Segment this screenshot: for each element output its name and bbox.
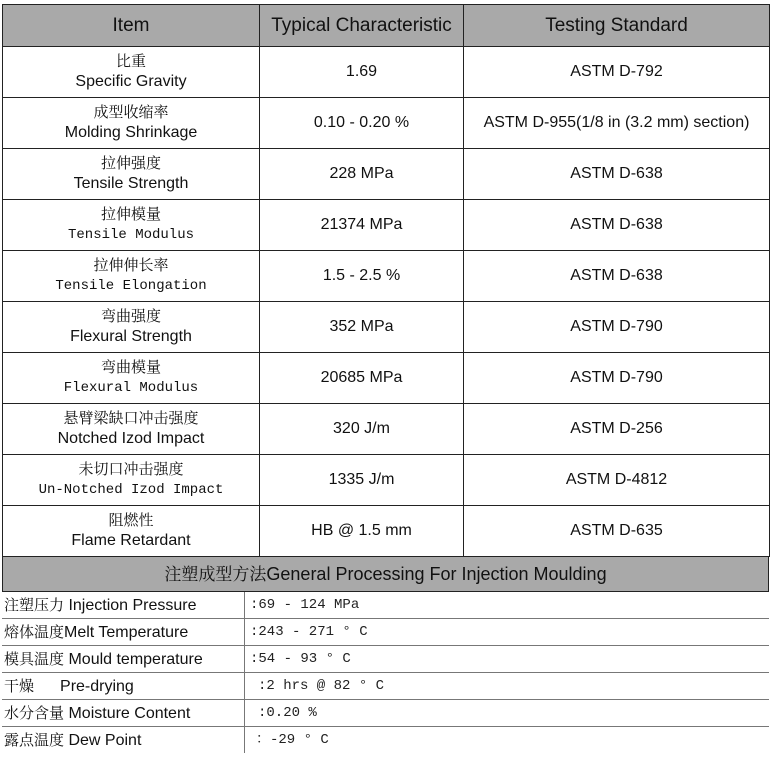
list-item	[2, 673, 769, 700]
typical-value: 352 MPa	[260, 302, 464, 353]
item-name-en: Un-Notched Izod Impact	[38, 482, 224, 498]
processing-label-cn: 露点温度	[4, 731, 65, 749]
typical-value: 20685 MPa	[260, 353, 464, 404]
processing-title-cn: 注塑成型方法	[164, 565, 267, 585]
header-item: Item	[3, 5, 260, 47]
table-row	[3, 251, 770, 302]
header-typical: Typical Characteristic	[260, 5, 464, 47]
processing-value: :69 - 124 MPa	[250, 597, 360, 613]
item-name-cn: 拉伸模量	[100, 205, 161, 223]
item-name-en: Tensile Strength	[73, 175, 189, 192]
typical-value: 21374 MPa	[260, 200, 464, 251]
processing-label-cn: 干燥	[4, 677, 35, 695]
list-item	[2, 592, 769, 619]
item-cell	[3, 353, 260, 404]
processing-label-en: Injection Pressure	[64, 597, 197, 614]
item-name-cn: 拉伸伸长率	[93, 256, 169, 274]
processing-value: ：-29 ° C	[256, 732, 329, 748]
list-item	[2, 646, 769, 673]
testing-standard: ASTM D-792	[464, 47, 770, 98]
divider	[244, 619, 245, 645]
processing-label-en: Mould temperature	[64, 651, 203, 668]
processing-value: :0.20 %	[258, 705, 317, 721]
divider	[244, 592, 245, 618]
table-row	[3, 200, 770, 251]
typical-value: 0.10 - 0.20 %	[260, 98, 464, 149]
item-name-cn: 成型收缩率	[93, 103, 169, 121]
processing-value: :2 hrs @ 82 ° C	[258, 678, 385, 694]
testing-standard: ASTM D-256	[464, 404, 770, 455]
table-row	[3, 149, 770, 200]
processing-label-en: Melt Temperature	[64, 624, 189, 641]
testing-standard: ASTM D-790	[464, 353, 770, 404]
processing-label-en: Moisture Content	[64, 705, 191, 722]
processing-label-cn: 熔体温度	[4, 623, 65, 641]
item-name-cn: 未切口冲击强度	[78, 460, 184, 478]
processing-banner	[2, 557, 769, 592]
processing-title-en: General Processing For Injection Moulding	[266, 564, 607, 584]
item-name-en: Notched Izod Impact	[57, 430, 205, 447]
divider	[244, 700, 245, 726]
typical-value: 1335 J/m	[260, 455, 464, 506]
item-name-cn: 悬臂梁缺口冲击强度	[63, 409, 199, 427]
processing-value: :243 - 271 ° C	[250, 624, 368, 640]
testing-standard: ASTM D-638	[464, 251, 770, 302]
item-cell	[3, 47, 260, 98]
typical-value: 320 J/m	[260, 404, 464, 455]
item-name-en: Flexural Strength	[70, 328, 192, 345]
header-standard: Testing Standard	[464, 5, 770, 47]
processing-label-en: Dew Point	[64, 732, 142, 749]
typical-value: 1.69	[260, 47, 464, 98]
testing-standard: ASTM D-4812	[464, 455, 770, 506]
typical-value: HB @ 1.5 mm	[260, 506, 464, 557]
processing-label	[4, 619, 188, 645]
table-row	[3, 47, 770, 98]
item-name-cn: 弯曲强度	[100, 307, 161, 325]
processing-list	[2, 592, 769, 753]
item-name-en: Specific Gravity	[75, 73, 187, 90]
properties-table	[2, 4, 770, 557]
processing-label-en: Pre-drying	[60, 678, 134, 695]
testing-standard: ASTM D-635	[464, 506, 770, 557]
list-item	[2, 727, 769, 753]
datasheet	[2, 4, 769, 753]
item-cell	[3, 149, 260, 200]
typical-value: 228 MPa	[260, 149, 464, 200]
processing-value: :54 - 93 ° C	[250, 651, 351, 667]
list-item	[2, 700, 769, 727]
processing-label-cn: 模具温度	[4, 650, 65, 668]
processing-label	[4, 592, 197, 618]
processing-label-cn: 水分含量	[4, 704, 65, 722]
table-row	[3, 506, 770, 557]
item-cell	[3, 455, 260, 506]
table-row	[3, 353, 770, 404]
item-name-en: Tensile Elongation	[55, 278, 207, 294]
item-cell	[3, 200, 260, 251]
item-cell	[3, 506, 260, 557]
typical-value: 1.5 - 2.5 %	[260, 251, 464, 302]
processing-label-cn: 注塑压力	[4, 596, 65, 614]
processing-label	[4, 700, 190, 726]
divider	[244, 673, 245, 699]
item-name-cn: 比重	[115, 52, 146, 70]
item-cell	[3, 302, 260, 353]
processing-label	[4, 673, 134, 699]
divider	[244, 646, 245, 672]
processing-label	[4, 727, 141, 753]
divider	[244, 727, 245, 753]
item-cell	[3, 251, 260, 302]
table-header-row	[3, 5, 770, 47]
item-cell	[3, 98, 260, 149]
item-name-en: Flexural Modulus	[63, 380, 199, 396]
item-name-en: Molding Shrinkage	[64, 124, 198, 141]
item-name-en: Flame Retardant	[71, 532, 191, 549]
processing-label	[4, 646, 203, 672]
testing-standard: ASTM D-790	[464, 302, 770, 353]
item-name-en: Tensile Modulus	[67, 227, 195, 243]
testing-standard: ASTM D-638	[464, 200, 770, 251]
item-name-cn: 拉伸强度	[100, 154, 161, 172]
testing-standard: ASTM D-955(1/8 in (3.2 mm) section)	[464, 98, 770, 149]
list-item	[2, 619, 769, 646]
table-row	[3, 302, 770, 353]
table-row	[3, 98, 770, 149]
item-cell	[3, 404, 260, 455]
table-row	[3, 455, 770, 506]
item-name-cn: 阻燃性	[108, 511, 154, 529]
testing-standard: ASTM D-638	[464, 149, 770, 200]
item-name-cn: 弯曲模量	[100, 358, 161, 376]
table-row	[3, 404, 770, 455]
